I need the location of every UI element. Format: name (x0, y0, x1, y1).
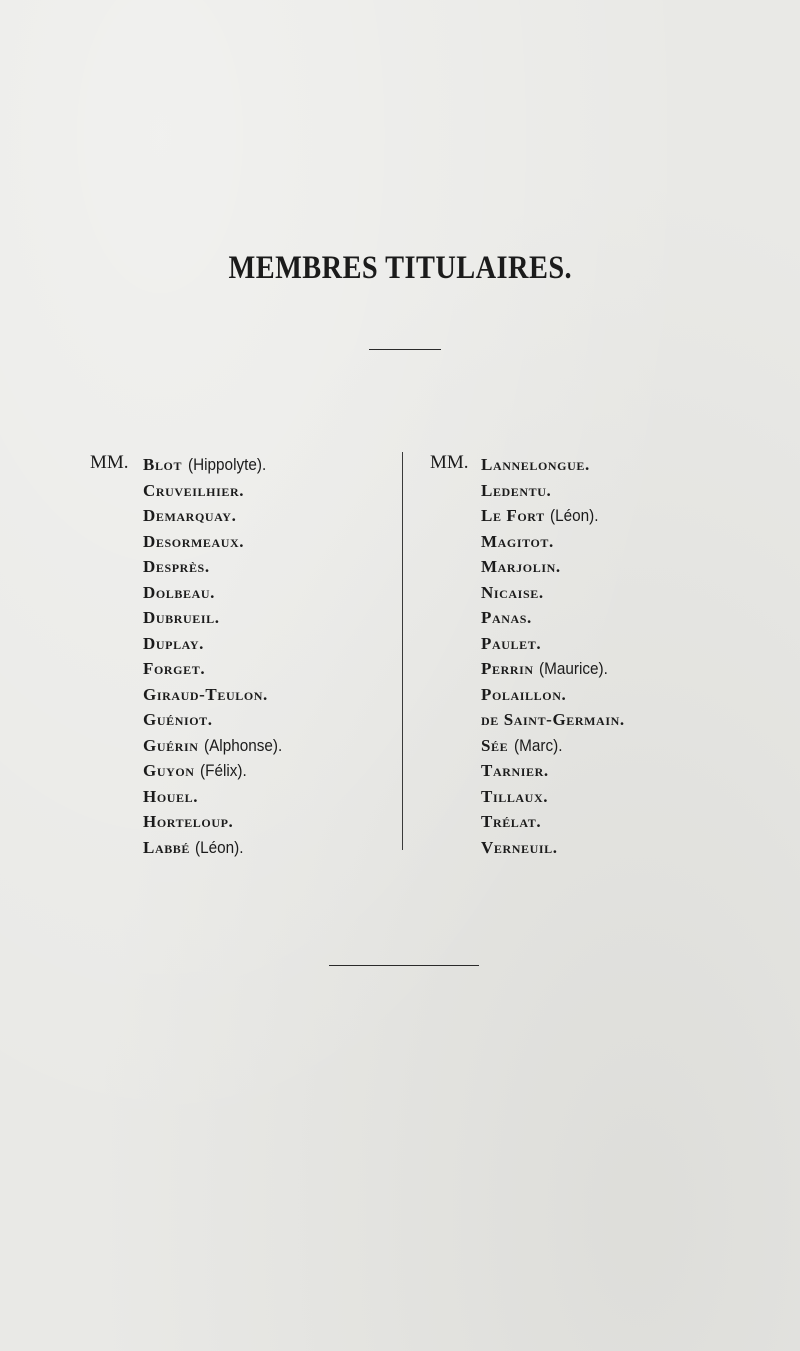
member-entry (481, 478, 625, 504)
member-entry (143, 554, 291, 580)
member-entry (143, 733, 291, 759)
member-entry (143, 758, 291, 784)
member-entry (481, 682, 625, 708)
column-divider (402, 452, 403, 850)
member-surname: Ledentu. (481, 480, 552, 500)
member-surname: Demarquay. (143, 506, 237, 525)
member-entry (481, 452, 625, 478)
member-surname: Verneuil. (481, 837, 558, 857)
member-surname: Guéniot. (143, 710, 213, 729)
member-entry (143, 809, 291, 835)
member-entry (481, 733, 625, 759)
member-entry (481, 656, 625, 682)
member-surname: Tarnier. (481, 761, 549, 780)
member-entry (481, 529, 625, 555)
member-surname: Polaillon. (481, 684, 567, 704)
member-given-name: (Maurice). (539, 659, 608, 678)
member-entry (481, 631, 625, 657)
member-given-name: (Félix). (199, 761, 247, 780)
member-given-name: (Marc). (513, 735, 563, 755)
closing-rule (329, 965, 479, 966)
member-surname: Labbé (143, 837, 191, 857)
member-surname: de Saint-Germain. (481, 710, 625, 729)
page-title: MEMBRES TITULAIRES. (228, 250, 573, 286)
member-entry (143, 529, 291, 555)
member-surname: Horteloup. (143, 812, 234, 831)
member-surname: Guyon (143, 761, 195, 780)
members-list-left (143, 452, 291, 860)
member-surname: Cruveilhier. (143, 480, 245, 500)
member-entry (481, 503, 625, 529)
member-entry (481, 605, 625, 631)
member-surname: Tillaux. (481, 786, 549, 806)
member-given-name: (Léon). (195, 837, 244, 857)
member-entry (143, 452, 291, 478)
member-entry (481, 554, 625, 580)
member-given-name: (Léon). (550, 506, 599, 525)
member-entry (143, 835, 291, 861)
members-list-right (481, 452, 625, 860)
member-entry (143, 784, 291, 810)
member-surname: Marjolin. (481, 557, 561, 576)
member-surname: Lannelongue. (481, 455, 590, 474)
member-entry (481, 758, 625, 784)
member-entry (481, 784, 625, 810)
member-surname: Desormeaux. (143, 531, 245, 551)
member-given-name: (Alphonse). (203, 735, 283, 755)
member-entry (143, 605, 291, 631)
mm-prefix-left: MM. (90, 452, 129, 473)
member-surname: Blot (143, 455, 183, 474)
title-rule (369, 349, 441, 350)
member-surname: Dubrueil. (143, 608, 220, 627)
member-surname: Houel. (143, 786, 199, 806)
member-surname: Dolbeau. (143, 582, 216, 602)
member-surname: Magitot. (481, 531, 554, 551)
member-entry (143, 682, 291, 708)
member-surname: Duplay. (143, 633, 204, 653)
member-entry (143, 656, 291, 682)
mm-prefix-right: MM. (430, 452, 469, 473)
member-surname: Guérin (143, 735, 199, 755)
member-entry (143, 503, 291, 529)
member-surname: Desprès. (143, 557, 210, 576)
member-surname: Forget. (143, 659, 206, 678)
member-entry (143, 478, 291, 504)
member-surname: Giraud-Teulon. (143, 684, 268, 704)
member-entry (143, 631, 291, 657)
member-surname: Paulet. (481, 633, 542, 653)
member-entry (143, 580, 291, 606)
member-surname: Le Fort (481, 506, 545, 525)
member-surname: Perrin (481, 659, 534, 678)
member-entry (481, 707, 625, 733)
member-surname: Panas. (481, 608, 532, 627)
member-entry (481, 809, 625, 835)
member-entry (143, 707, 291, 733)
member-surname: Nicaise. (481, 582, 544, 602)
member-entry (481, 580, 625, 606)
member-surname: Trélat. (481, 812, 542, 831)
member-given-name: (Hippolyte). (187, 455, 266, 474)
member-entry (481, 835, 625, 861)
member-surname: Sée (481, 735, 509, 755)
